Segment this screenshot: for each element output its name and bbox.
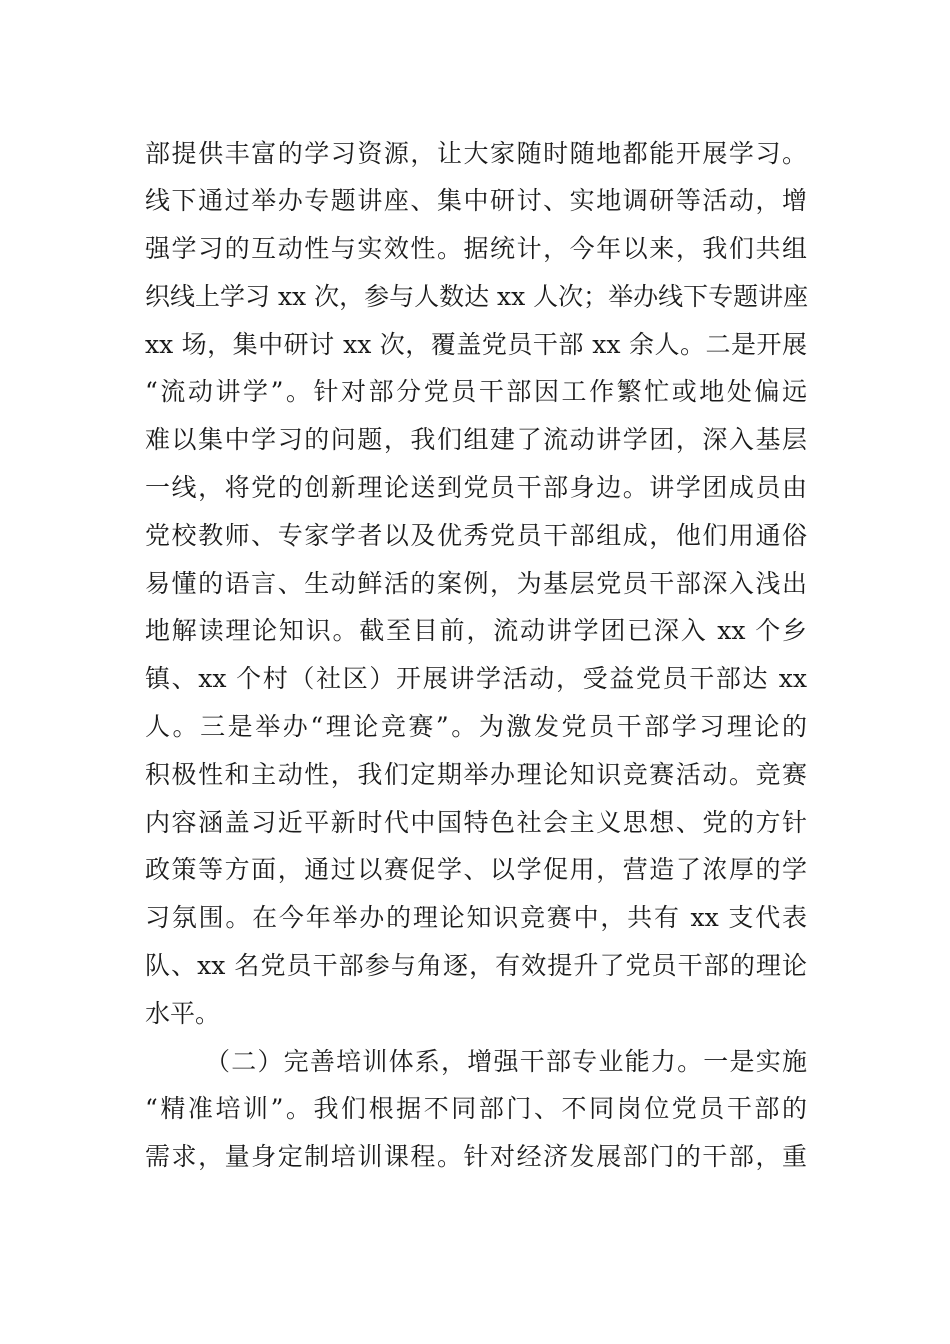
text-line: 人。三是举办“理论竞赛”。为激发党员干部学习理论的 [145, 712, 807, 741]
text-line: 线下通过举办专题讲座、集中研讨、实地调研等活动，增 [145, 186, 807, 215]
text-line: 织线上学习 xx 次，参与人数达 xx 人次；举办线下专题讲座 [145, 282, 809, 311]
text-line: 难以集中学习的问题，我们组建了流动讲学团，深入基层 [145, 425, 807, 454]
text-line: xx 场，集中研讨 xx 次，覆盖党员干部 xx 余人。二是开展 [145, 330, 807, 359]
text-line: 强学习的互动性与实效性。据统计，今年以来，我们共组 [145, 234, 807, 263]
text-line: 内容涵盖习近平新时代中国特色社会主义思想、党的方针 [145, 808, 807, 837]
section-heading-line: （二）完善培训体系，增强干部专业能力。一是实施 [205, 1047, 807, 1076]
text-line: 积极性和主动性，我们定期举办理论知识竞赛活动。竞赛 [145, 760, 807, 789]
text-line: 习氛围。在今年举办的理论知识竞赛中，共有 xx 支代表 [145, 903, 807, 932]
text-line: 地解读理论知识。截至目前，流动讲学团已深入 xx 个乡 [145, 616, 807, 645]
text-line: 镇、xx 个村（社区）开展讲学活动，受益党员干部达 xx [145, 664, 807, 693]
text-line: “精准培训”。我们根据不同部门、不同岗位党员干部的 [145, 1094, 807, 1123]
text-line: 易懂的语言、生动鲜活的案例，为基层党员干部深入浅出 [145, 569, 807, 598]
text-line: 需求，量身定制培训课程。针对经济发展部门的干部，重 [145, 1142, 807, 1171]
text-line: 政策等方面，通过以赛促学、以学促用，营造了浓厚的学 [145, 855, 807, 884]
text-line: 一线，将党的创新理论送到党员干部身边。讲学团成员由 [145, 473, 807, 502]
text-line: “流动讲学”。针对部分党员干部因工作繁忙或地处偏远 [145, 377, 807, 406]
text-line: 党校教师、专家学者以及优秀党员干部组成，他们用通俗 [145, 521, 807, 550]
text-line: 水平。 [145, 999, 221, 1028]
text-line: 队、xx 名党员干部参与角逐，有效提升了党员干部的理论 [145, 951, 807, 980]
text-line: 部提供丰富的学习资源，让大家随时随地都能开展学习。 [145, 139, 807, 168]
